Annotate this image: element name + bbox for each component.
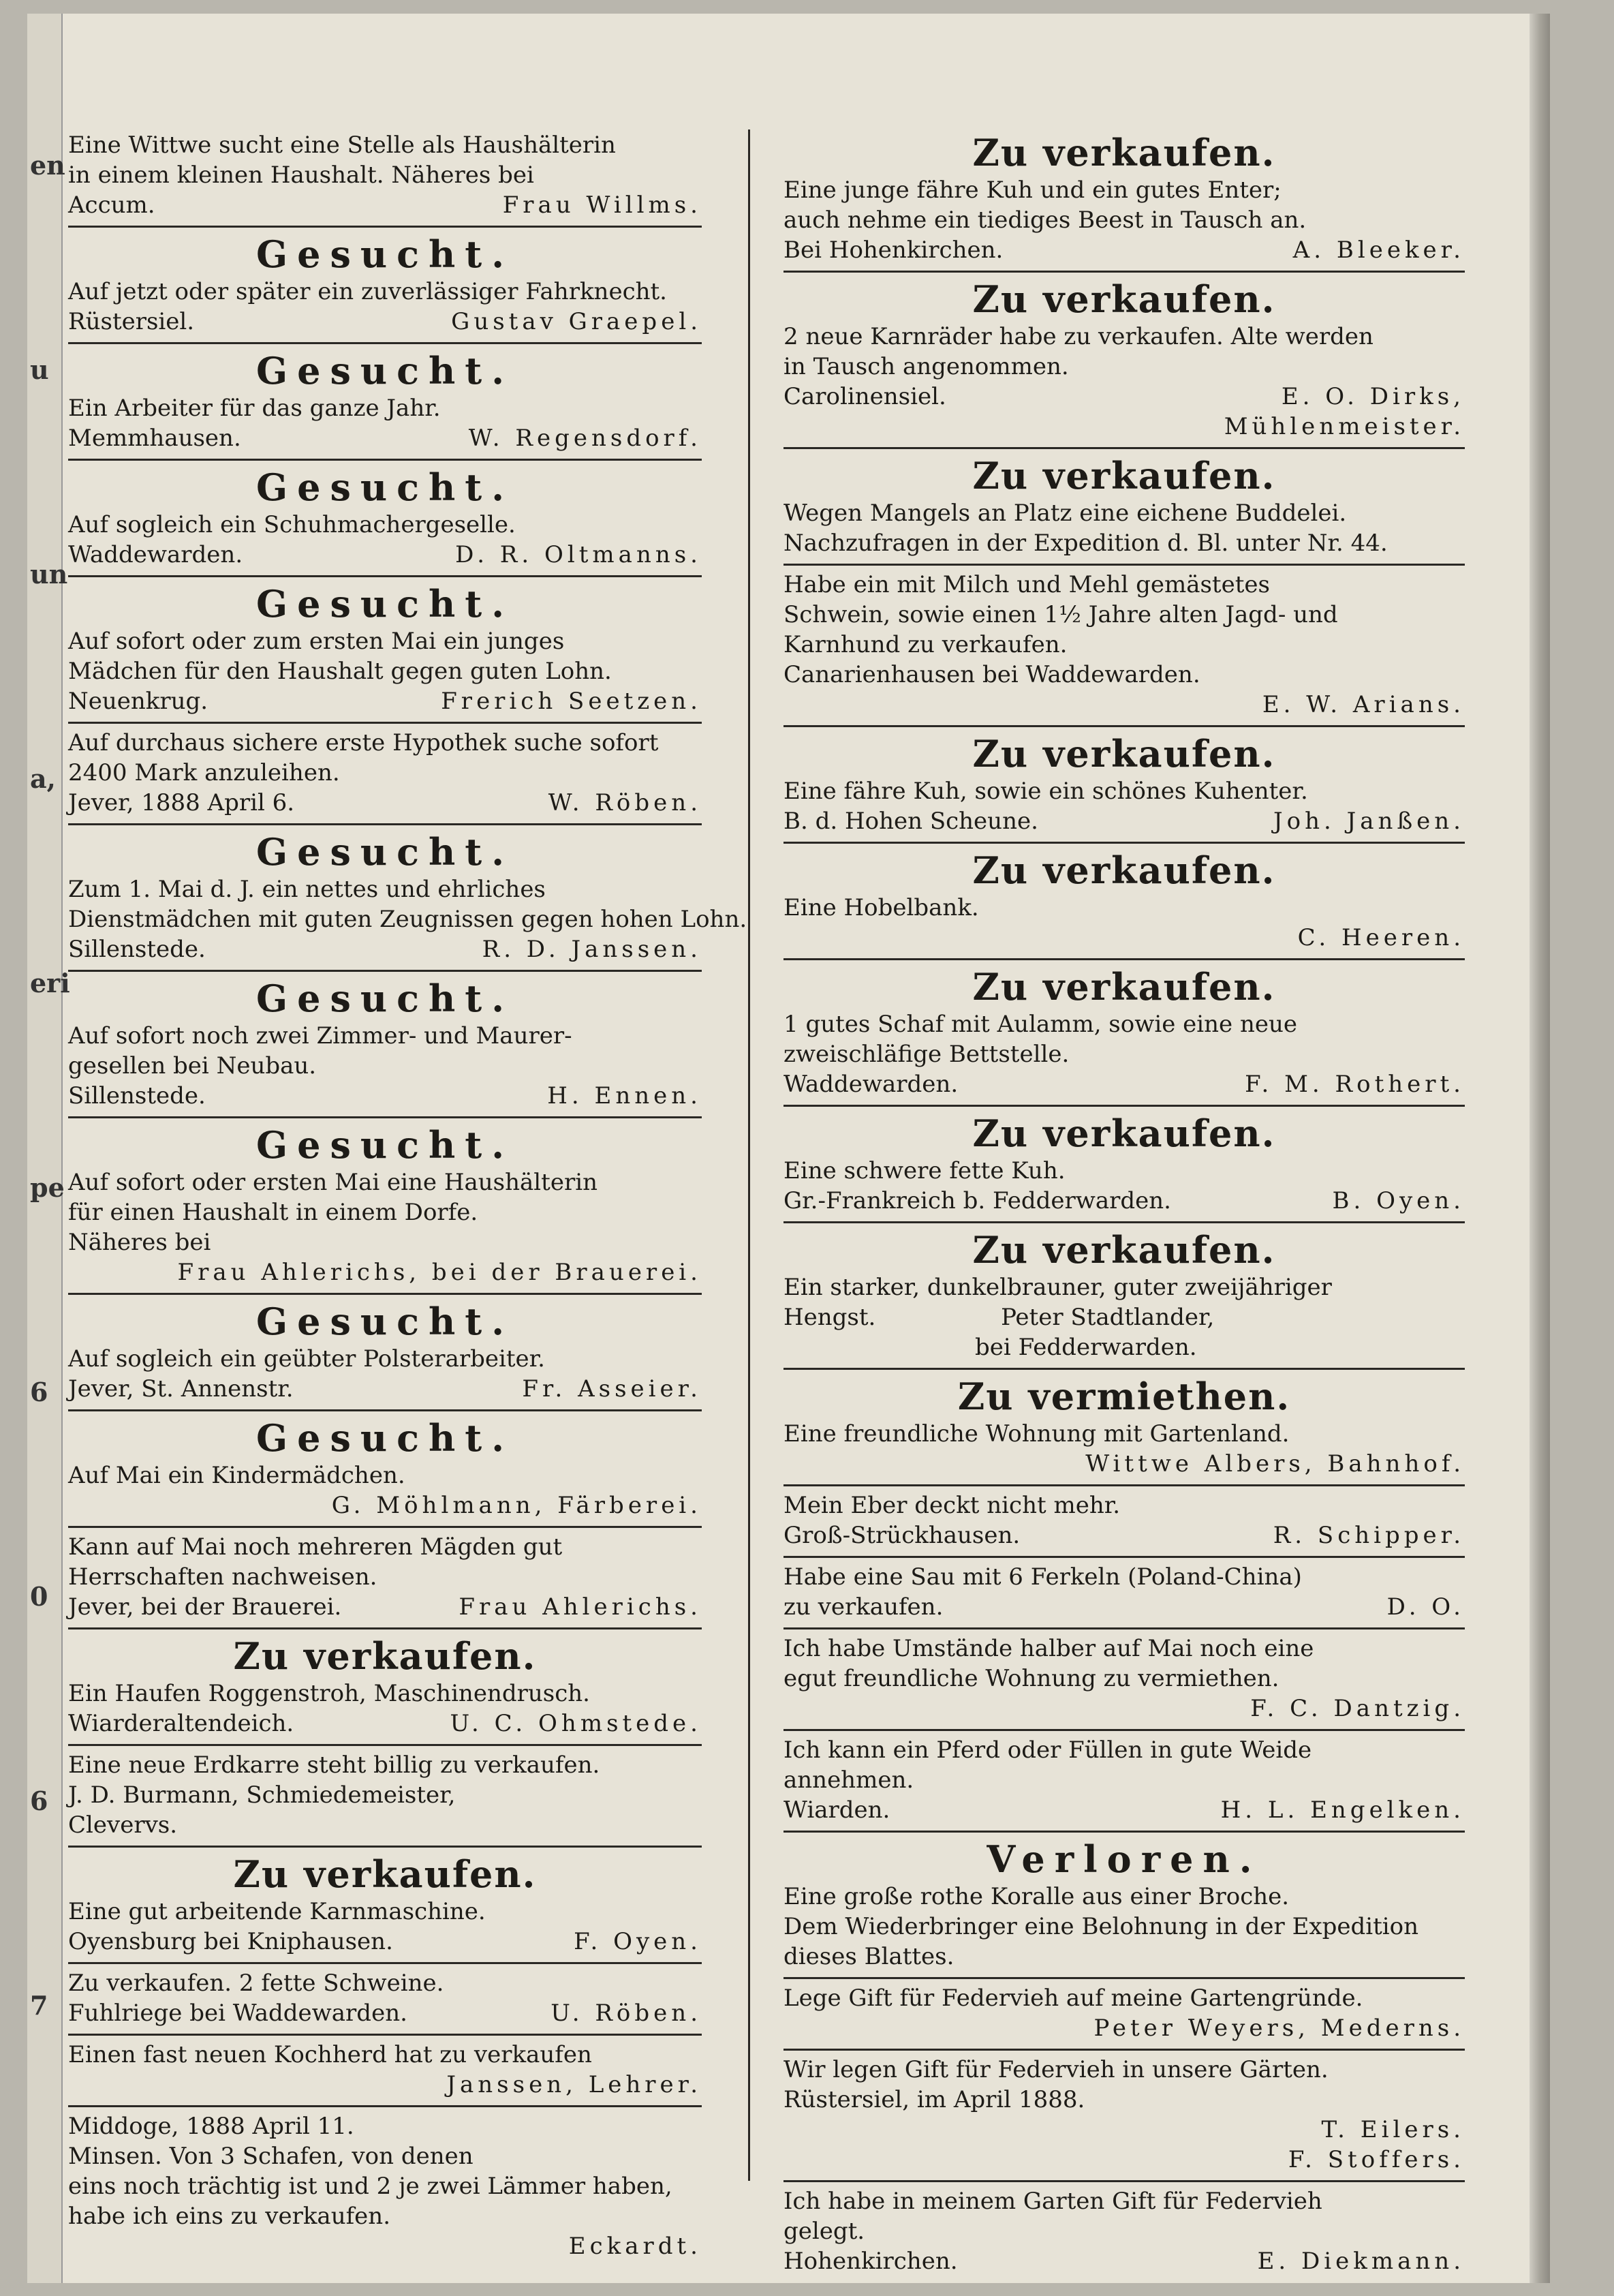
ad-place: Jever, St. Annenstr. bbox=[68, 1375, 294, 1403]
ad-signature bbox=[68, 307, 702, 337]
ad-text-line: Näheres bei bbox=[68, 1229, 211, 1256]
ad-advertiser: U. Röben. bbox=[550, 2000, 702, 2027]
ad-place: Jever, 1888 April 6. bbox=[68, 789, 295, 816]
ad-text-line: Eine gut arbeitende Karnmaschine. bbox=[68, 1898, 486, 1925]
advertisement bbox=[783, 727, 1465, 844]
ad-text-line: Auf sofort oder zum ersten Mai ein junges bbox=[68, 628, 565, 655]
ad-advertiser: B. Oyen. bbox=[1332, 1187, 1465, 1214]
ad-heading: Gesucht. bbox=[255, 232, 514, 276]
ad-signature bbox=[68, 1374, 702, 1404]
ad-signature bbox=[783, 1186, 1465, 1216]
advertisement bbox=[68, 228, 702, 344]
ad-heading: Gesucht. bbox=[255, 1123, 514, 1167]
ad-text-line: eins noch trächtig ist und 2 je zwei Lämmer haben, bbox=[68, 2173, 672, 2200]
advertisement bbox=[68, 724, 702, 825]
ad-text-line: Lege Gift für Federvieh auf meine Gartengründe. bbox=[783, 1985, 1363, 2012]
ad-signature bbox=[68, 540, 702, 570]
page-edge bbox=[1530, 14, 1550, 2283]
ad-advertiser: E. O. Dirks, bbox=[1281, 383, 1465, 410]
ad-text-line: Auf sogleich ein Schuhmachergeselle. bbox=[68, 511, 516, 538]
ad-advertiser: Frau Willms. bbox=[502, 192, 702, 219]
advertisement bbox=[783, 126, 1465, 273]
ad-signature bbox=[783, 1449, 1465, 1479]
ad-advertiser: Frau Ahlerichs. bbox=[459, 1593, 702, 1621]
advertisement bbox=[783, 1107, 1465, 1223]
ad-place: Jever, bei der Brauerei. bbox=[68, 1593, 342, 1621]
advertisement bbox=[68, 577, 702, 724]
ad-advertiser: D. O. bbox=[1386, 1593, 1465, 1621]
advertisement bbox=[68, 972, 702, 1118]
ad-text-line: Ein Haufen Roggenstroh, Maschinendrusch. bbox=[68, 1680, 590, 1707]
strip-fragment: pe bbox=[30, 1172, 65, 1203]
advertisement bbox=[68, 1629, 702, 1746]
newspaper-page bbox=[27, 14, 1550, 2283]
advertisement bbox=[783, 1558, 1465, 1629]
ad-text-line: Auf durchaus sichere erste Hypothek suche sofort bbox=[68, 729, 659, 756]
ad-place: Waddewarden. bbox=[68, 541, 243, 568]
ad-heading: Zu verkaufen. bbox=[233, 1634, 537, 1678]
ad-heading: Gesucht. bbox=[255, 1416, 514, 1460]
advertisement bbox=[68, 1118, 702, 1295]
ad-text-line: Dienstmädchen mit guten Zeugnissen gegen hohen Lohn. bbox=[68, 906, 747, 933]
ad-text-line: annehmen. bbox=[783, 1766, 914, 1794]
ad-advertiser: H. Ennen. bbox=[547, 1082, 702, 1109]
ad-signature bbox=[68, 190, 702, 220]
ad-advertiser: U. C. Ohmstede. bbox=[450, 1710, 702, 1737]
ad-advertiser: C. Heeren. bbox=[1297, 924, 1465, 951]
advertisement bbox=[68, 1411, 702, 1528]
ad-signature bbox=[68, 1709, 702, 1739]
ad-place: Wiarderaltendeich. bbox=[68, 1710, 294, 1737]
ad-signature bbox=[68, 1257, 702, 1287]
ad-place: Accum. bbox=[68, 192, 155, 219]
ad-text-line: Clevervs. bbox=[68, 1811, 178, 1839]
ad-heading: Zu vermiethen. bbox=[957, 1375, 1291, 1418]
ad-text-line: bei Fedderwarden. bbox=[783, 1334, 1197, 1361]
ad-text-line: Eine große rothe Koralle aus einer Broche. bbox=[783, 1883, 1290, 1910]
left-column bbox=[68, 126, 747, 2267]
ad-text-line: Kann auf Mai noch mehreren Mägden gut bbox=[68, 1533, 563, 1561]
ad-text-line: gelegt. bbox=[783, 2218, 865, 2245]
ad-text-line: Ein starker, dunkelbrauner, guter zweijähriger bbox=[783, 1274, 1332, 1301]
ad-text-line: Ein Arbeiter für das ganze Jahr. bbox=[68, 395, 441, 422]
advertisement bbox=[783, 2182, 1465, 2282]
advertisement bbox=[783, 844, 1465, 960]
ad-text-line: Dem Wiederbringer eine Belohnung in der Expedition bbox=[783, 1913, 1419, 1940]
advertisement bbox=[783, 1486, 1465, 1558]
strip-fragment: a, bbox=[30, 763, 56, 794]
advertisement bbox=[783, 273, 1465, 449]
ad-text-line: Herrschaften nachweisen. bbox=[68, 1563, 377, 1591]
ad-advertiser: Peter Weyers, Mederns. bbox=[1093, 2015, 1465, 2042]
strip-fragment: 7 bbox=[30, 1990, 48, 2021]
ad-signature bbox=[783, 1592, 1465, 1622]
ad-signature bbox=[783, 2115, 1465, 2145]
ad-signature bbox=[68, 1490, 702, 1520]
ad-text-line: 2400 Mark anzuleihen. bbox=[68, 759, 340, 786]
ad-signature bbox=[783, 806, 1465, 836]
advertisement bbox=[68, 2036, 702, 2107]
ad-place: Oyensburg bei Kniphausen. bbox=[68, 1928, 393, 1955]
ad-text-line: Mein Eber deckt nicht mehr. bbox=[783, 1492, 1121, 1519]
ad-text-line: Nachzufragen in der Expedition d. Bl. unter Nr. 44. bbox=[783, 530, 1388, 557]
ad-signature bbox=[783, 1520, 1465, 1550]
ad-heading: Zu verkaufen. bbox=[972, 848, 1276, 892]
ad-heading: Zu verkaufen. bbox=[972, 732, 1276, 776]
ad-signature bbox=[68, 934, 702, 964]
ad-text-line: Eine Wittwe sucht eine Stelle als Haushälterin bbox=[68, 132, 616, 159]
ad-signature bbox=[68, 1927, 702, 1957]
ad-advertiser: T. Eilers. bbox=[1321, 2116, 1465, 2143]
ad-heading: Zu verkaufen. bbox=[972, 1112, 1276, 1155]
ad-advertiser: H. L. Engelken. bbox=[1220, 1796, 1465, 1824]
advertisement bbox=[783, 1731, 1465, 1833]
ad-advertiser: Wittwe Albers, Bahnhof. bbox=[1085, 1450, 1465, 1478]
ad-text-line: Schwein, sowie einen 1½ Jahre alten Jagd- und bbox=[783, 601, 1338, 628]
ad-signature bbox=[68, 423, 702, 453]
advertisement bbox=[783, 1833, 1465, 1979]
ad-text-line: Auf sofort oder ersten Mai eine Haushälterin bbox=[68, 1169, 598, 1196]
ad-text-line: Wegen Mangels an Platz eine eichene Buddelei. bbox=[783, 500, 1347, 527]
ad-text-line: Eine neue Erdkarre steht billig zu verkaufen. bbox=[68, 1751, 600, 1779]
advertisement bbox=[68, 1848, 702, 1964]
strip-fragment: 6 bbox=[30, 1377, 48, 1407]
ad-advertiser: W. Röben. bbox=[548, 789, 702, 816]
strip-fragment: eri bbox=[30, 968, 70, 998]
ad-text-line: 1 gutes Schaf mit Aulamm, sowie eine neue bbox=[783, 1011, 1297, 1038]
advertisement bbox=[783, 1629, 1465, 1731]
ad-text-line: Zu verkaufen. 2 fette Schweine. bbox=[68, 1970, 444, 1997]
ad-advertiser: E. W. Arians. bbox=[1262, 691, 1465, 718]
ad-signature bbox=[783, 923, 1465, 953]
ad-heading: Gesucht. bbox=[255, 1300, 514, 1343]
advertisement bbox=[783, 566, 1465, 727]
ad-text-line: dieses Blattes. bbox=[783, 1943, 955, 1970]
ad-text-line: Eine Hobelbank. bbox=[783, 894, 979, 921]
ad-place: Wiarden. bbox=[783, 1796, 890, 1824]
strip-fragment: u bbox=[30, 354, 49, 385]
ad-heading: Gesucht. bbox=[255, 977, 514, 1020]
ad-signature bbox=[68, 1998, 702, 2028]
advertisement bbox=[783, 2051, 1465, 2182]
ad-text-line: Auf sofort noch zwei Zimmer- und Maurer- bbox=[68, 1022, 572, 1050]
ad-heading: Zu verkaufen. bbox=[972, 965, 1276, 1009]
ad-advertiser: G. Möhlmann, Färberei. bbox=[331, 1492, 702, 1519]
ad-text-line: Hengst. Peter Stadtlander, bbox=[783, 1304, 1215, 1331]
ad-advertiser: Frau Ahlerichs, bei der Brauerei. bbox=[177, 1259, 702, 1286]
ad-signature bbox=[68, 1081, 702, 1111]
advertisement bbox=[68, 1295, 702, 1411]
ad-text-line: Ich habe Umstände halber auf Mai noch eine bbox=[783, 1635, 1314, 1662]
ad-text-line: Zum 1. Mai d. J. ein nettes und ehrliches bbox=[68, 876, 546, 903]
ad-text-line: Einen fast neuen Kochherd hat zu verkaufen bbox=[68, 2041, 592, 2068]
ad-place: Neuenkrug. bbox=[68, 688, 208, 715]
ad-heading: Zu verkaufen. bbox=[972, 454, 1276, 498]
advertisement bbox=[783, 1223, 1465, 1370]
ad-text-line: habe ich eins zu verkaufen. bbox=[68, 2203, 391, 2230]
ad-heading: Gesucht. bbox=[255, 349, 514, 393]
strip-fragment: en bbox=[30, 150, 65, 181]
ad-text-line: Minsen. Von 3 Schafen, von denen bbox=[68, 2143, 474, 2170]
ad-signature bbox=[783, 235, 1465, 265]
advertisement bbox=[68, 2107, 702, 2267]
ad-text-line: für einen Haushalt in einem Dorfe. bbox=[68, 1199, 478, 1226]
ad-signature bbox=[68, 1592, 702, 1622]
ad-place: Waddewarden. bbox=[783, 1071, 959, 1098]
ad-place: zu verkaufen. bbox=[783, 1593, 944, 1621]
ad-text-line: 2 neue Karnräder habe zu verkaufen. Alte werden bbox=[783, 323, 1374, 350]
ad-advertiser: D. R. Oltmanns. bbox=[455, 541, 702, 568]
ad-signature bbox=[68, 686, 702, 716]
ad-text-line: Eine freundliche Wohnung mit Gartenland. bbox=[783, 1420, 1290, 1448]
ad-place: Carolinensiel. bbox=[783, 383, 946, 410]
ad-heading: Zu verkaufen. bbox=[972, 131, 1276, 174]
ad-text-line: Canarienhausen bei Waddewarden. bbox=[783, 661, 1200, 688]
ad-advertiser: F. C. Dantzig. bbox=[1250, 1695, 1465, 1722]
ad-place: Gr.-Frankreich b. Fedderwarden. bbox=[783, 1187, 1171, 1214]
advertisement bbox=[783, 960, 1465, 1107]
ad-place: Rüstersiel. bbox=[68, 308, 195, 335]
ad-advertiser: W. Regensdorf. bbox=[468, 425, 702, 452]
ad-advertiser: Joh. Janßen. bbox=[1273, 808, 1465, 835]
ad-advertiser: F. Stoffers. bbox=[1288, 2146, 1465, 2173]
ad-text-line: in Tausch angenommen. bbox=[783, 353, 1069, 380]
ad-signature bbox=[783, 1795, 1465, 1825]
advertisement bbox=[68, 344, 702, 461]
ad-text-line: Mädchen für den Haushalt gegen guten Lohn. bbox=[68, 658, 612, 685]
ad-text-line: Eine junge fähre Kuh und ein gutes Enter; bbox=[783, 177, 1282, 204]
ad-text-line: gesellen bei Neubau. bbox=[68, 1052, 317, 1080]
ad-text-line: egut freundliche Wohnung zu vermiethen. bbox=[783, 1665, 1279, 1692]
ad-signature bbox=[68, 2070, 702, 2100]
right-column bbox=[783, 126, 1465, 2282]
ad-text-line: zweischläfige Bettstelle. bbox=[783, 1041, 1070, 1068]
ad-advertiser: Eckardt. bbox=[568, 2233, 702, 2260]
ad-text-line: Auf jetzt oder später ein zuverlässiger Fahrknecht. bbox=[68, 278, 667, 305]
advertisement bbox=[68, 1964, 702, 2036]
ad-text-line: Auf sogleich ein geübter Polsterarbeiter. bbox=[68, 1345, 545, 1373]
ad-advertiser: E. Diekmann. bbox=[1257, 2248, 1465, 2275]
ad-signature bbox=[68, 2231, 702, 2261]
ad-place: Hohenkirchen. bbox=[783, 2248, 958, 2275]
ad-text-line: J. D. Burmann, Schmiedemeister, bbox=[68, 1781, 456, 1809]
ad-text-line: Wir legen Gift für Federvieh in unsere Gärten. bbox=[783, 2056, 1329, 2083]
ad-signature bbox=[783, 382, 1465, 412]
ad-text-line: Rüstersiel, im April 1888. bbox=[783, 2086, 1085, 2113]
advertisement bbox=[783, 1979, 1465, 2051]
ad-heading: Zu verkaufen. bbox=[233, 1852, 537, 1896]
ad-signature bbox=[783, 1069, 1465, 1099]
ad-heading: Gesucht. bbox=[255, 465, 514, 509]
ad-text-line: Middoge, 1888 April 11. bbox=[68, 2113, 354, 2140]
ad-text-line: in einem kleinen Haushalt. Näheres bei bbox=[68, 162, 534, 189]
adjacent-page-strip bbox=[27, 14, 70, 2283]
ad-signature-extra bbox=[783, 412, 1465, 442]
ad-advertiser: Janssen, Lehrer. bbox=[446, 2071, 702, 2098]
ad-place: B. d. Hohen Scheune. bbox=[783, 808, 1038, 835]
advertisement bbox=[68, 1746, 702, 1848]
strip-fragment: 6 bbox=[30, 1786, 48, 1816]
ad-signature bbox=[783, 2013, 1465, 2043]
ad-text-line: Karnhund zu verkaufen. bbox=[783, 631, 1068, 658]
ad-advertiser: A. Bleeker. bbox=[1292, 236, 1465, 264]
strip-fragment: un bbox=[30, 559, 68, 590]
ad-advertiser: Gustav Graepel. bbox=[451, 308, 702, 335]
advertisement bbox=[68, 825, 747, 972]
ad-place: Sillenstede. bbox=[68, 1082, 206, 1109]
ad-heading: Zu verkaufen. bbox=[972, 277, 1276, 321]
ad-text-line: Ich kann ein Pferd oder Füllen in gute Weide bbox=[783, 1736, 1312, 1764]
ad-advertiser: R. Schipper. bbox=[1273, 1522, 1465, 1549]
ad-heading: Zu verkaufen. bbox=[972, 1228, 1276, 1272]
ad-signature bbox=[783, 1694, 1465, 1724]
advertisement bbox=[68, 1528, 702, 1629]
ad-heading: Verloren. bbox=[987, 1837, 1262, 1881]
ad-text-line: Ich habe in meinem Garten Gift für Federvieh bbox=[783, 2188, 1322, 2215]
ad-text-line: Habe ein mit Milch und Mehl gemästetes bbox=[783, 571, 1270, 598]
ad-heading: Gesucht. bbox=[255, 830, 514, 874]
ad-place: Sillenstede. bbox=[68, 936, 206, 963]
ad-place: Memmhausen. bbox=[68, 425, 241, 452]
advertisement bbox=[783, 449, 1465, 566]
ad-heading: Gesucht. bbox=[255, 582, 514, 626]
ad-place: Bei Hohenkirchen. bbox=[783, 236, 1004, 264]
ad-advertiser: Frerich Seetzen. bbox=[441, 688, 702, 715]
ad-signature bbox=[783, 690, 1465, 720]
ad-advertiser: F. M. Rothert. bbox=[1245, 1071, 1465, 1098]
ad-text-line: auch nehme ein tiediges Beest in Tausch an. bbox=[783, 206, 1307, 234]
ad-text-line: Eine schwere fette Kuh. bbox=[783, 1157, 1066, 1184]
strip-fragment: 0 bbox=[30, 1581, 48, 1612]
column-divider bbox=[748, 129, 750, 2181]
advertisement bbox=[68, 461, 702, 577]
ad-place: Groß-Strückhausen. bbox=[783, 1522, 1021, 1549]
ad-advertiser: Fr. Asseier. bbox=[522, 1375, 702, 1403]
ad-advertiser: F. Oyen. bbox=[574, 1928, 702, 1955]
ad-place: Fuhlriege bei Waddewarden. bbox=[68, 2000, 407, 2027]
ad-advertiser: Mühlenmeister. bbox=[1224, 413, 1465, 440]
ad-signature bbox=[783, 2246, 1465, 2276]
ad-text-line: Eine fähre Kuh, sowie ein schönes Kuhenter. bbox=[783, 778, 1308, 805]
ad-text-line: Auf Mai ein Kindermädchen. bbox=[68, 1462, 405, 1489]
ad-text-line: Habe eine Sau mit 6 Ferkeln (Poland-China) bbox=[783, 1563, 1302, 1591]
ad-signature bbox=[68, 788, 702, 818]
ad-signature-extra bbox=[783, 2145, 1465, 2175]
advertisement bbox=[783, 1370, 1465, 1486]
advertisement bbox=[68, 126, 702, 228]
ad-advertiser: R. D. Janssen. bbox=[482, 936, 702, 963]
